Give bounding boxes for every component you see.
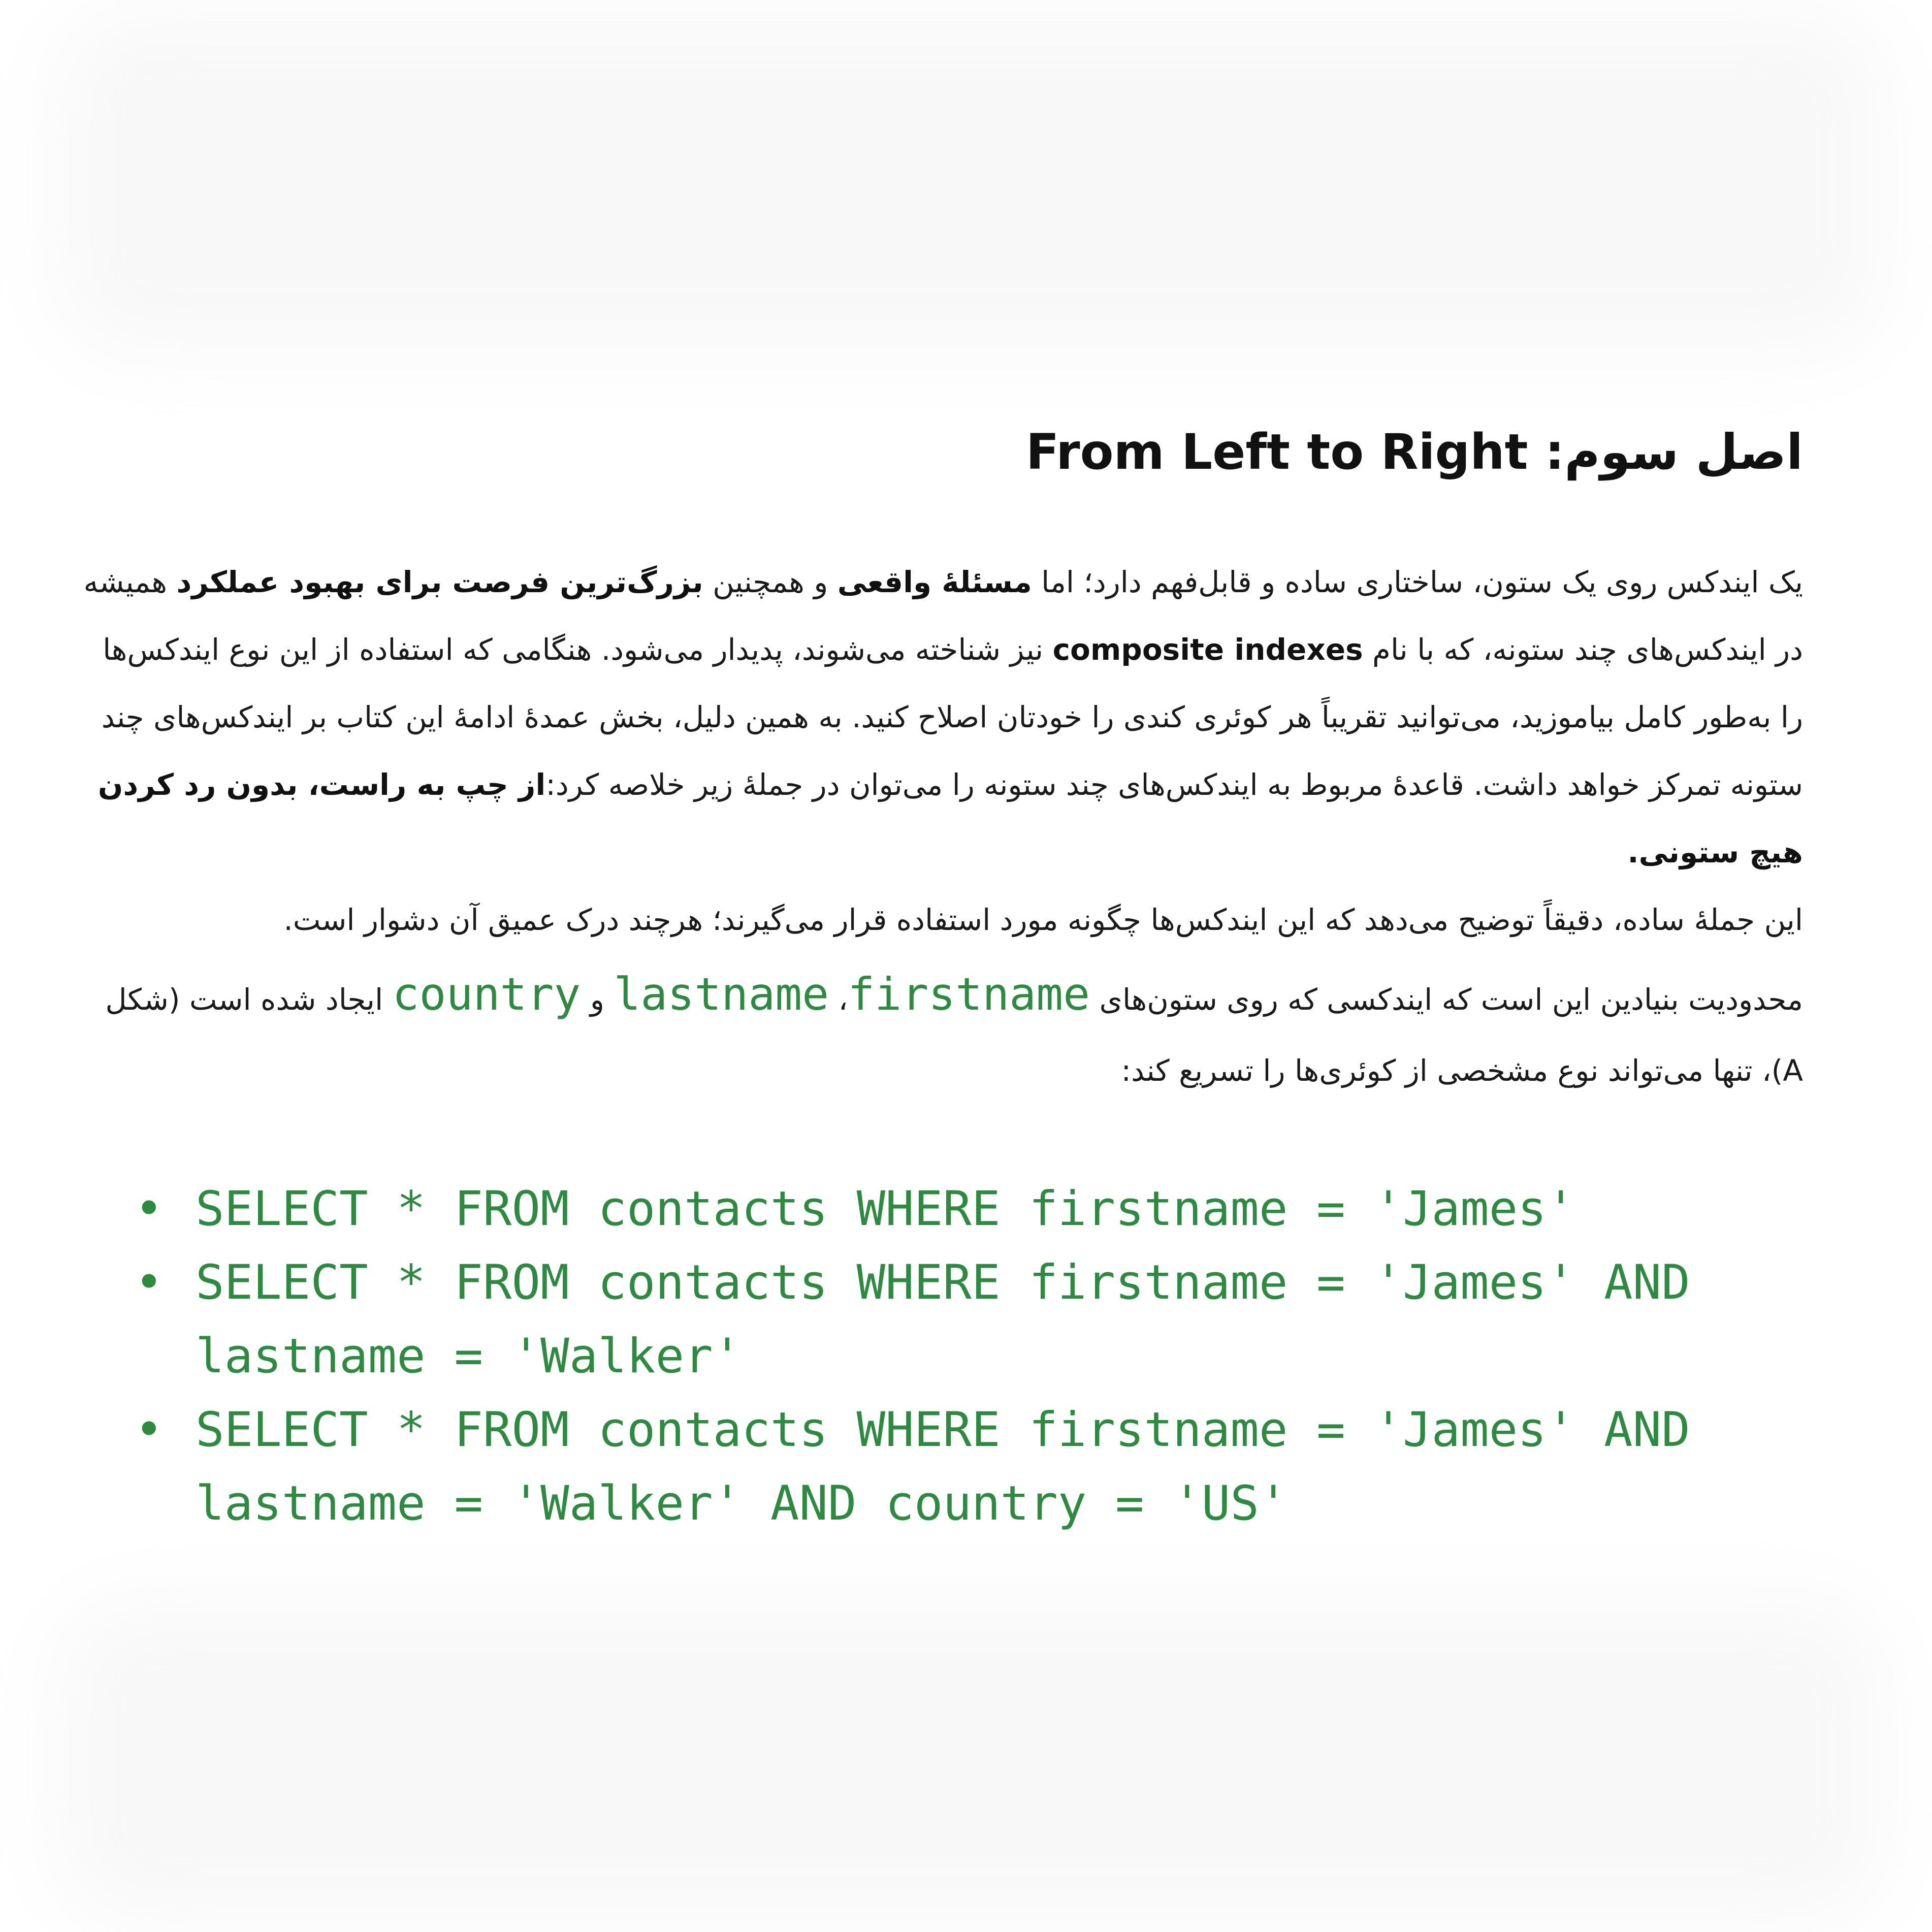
p1-bold-composite-indexes: composite indexes <box>1052 632 1363 667</box>
query-item-3 <box>135 1393 1821 1540</box>
p1-bold-real-problem: مسئلهٔ واقعی <box>837 565 1032 599</box>
p1-text-5: این جملهٔ ساده، دقیقاً توضیح می‌دهد که این ایندکس‌ها چگونه مورد استفاده قرار می‌گیرند؛ هرچند درک عمیق آن دشوار است. <box>283 903 1803 937</box>
query-line: SELECT * FROM contacts WHERE firstname = 'James' <box>196 1181 1575 1237</box>
inline-code-firstname: firstname <box>848 968 1090 1020</box>
p1-text-3: همیشه در ایندکس‌های چند ستونه، که با نام <box>83 565 1803 667</box>
p1-text-4: نیز شناخته می‌شوند، پدیدار می‌شود. هنگامی که استفاده از این نوع ایندکس‌ها را به‌طور کامل بیاموزید، می‌توانید تقریباً هر کوئری کندی را خودتان اصلاح کنید. به همین دلیل، بخش عمدهٔ ادامهٔ این کتاب بر ایندکس‌های چند ستونه تمرکز خواهد داشت. قاعدهٔ مربوط به ایندکس‌های چند ستونه را می‌توان در جملهٔ زیر خلاصه کرد: <box>101 632 1803 802</box>
query-list <box>76 1172 1821 1540</box>
section-heading <box>76 416 1803 488</box>
paragraph-composite-indexes <box>76 549 1803 954</box>
bullet-icon: • <box>135 1181 164 1237</box>
heading-prefix: اصل سوم: <box>1528 424 1803 480</box>
query-item-2 <box>135 1246 1821 1393</box>
p1-text-2: و همچنین <box>703 565 838 599</box>
heading-title-en: From Left to Right <box>1025 424 1528 480</box>
p2-text-3: ایجاد شده است (شکل A)، تنها می‌تواند نوع مشخصی از کوئری‌ها را تسریع کند: <box>105 982 1803 1088</box>
p1-bold-biggest-opportunity: بزرگ‌ترین فرصت برای بهبود عملکرد <box>176 565 703 599</box>
query-line: SELECT * FROM contacts WHERE firstname = 'James' AND <box>196 1402 1690 1458</box>
query-item-1 <box>135 1172 1821 1246</box>
query-line: SELECT * FROM contacts WHERE firstname = 'James' AND <box>196 1255 1690 1310</box>
blurred-region-top <box>56 10 1884 356</box>
bullet-icon: • <box>135 1255 164 1310</box>
query-line-continued: lastname = 'Walker' <box>196 1329 742 1384</box>
inline-code-country: country <box>392 968 581 1020</box>
p2-text-1: محدودیت بنیادین این است که ایندکسی که روی ستون‌های <box>1090 982 1803 1017</box>
blurred-region-bottom <box>56 1600 1884 1925</box>
query-line-continued: lastname = 'Walker' AND country = 'US' <box>196 1476 1288 1531</box>
p1-text-1: یک ایندکس روی یک ستون، ساختاری ساده و قابل‌فهم دارد؛ اما <box>1032 565 1803 599</box>
bullet-icon: • <box>135 1402 164 1458</box>
p2-text-2: و <box>581 982 614 1017</box>
paragraph-limitation <box>76 959 1803 1106</box>
p2-separator: ، <box>829 982 848 1017</box>
p1-bold-rule: از چپ به راست، بدون رد کردن هیچ ستونی. <box>98 767 1803 870</box>
document-content <box>76 416 1803 1540</box>
inline-code-lastname: lastname <box>614 968 829 1020</box>
